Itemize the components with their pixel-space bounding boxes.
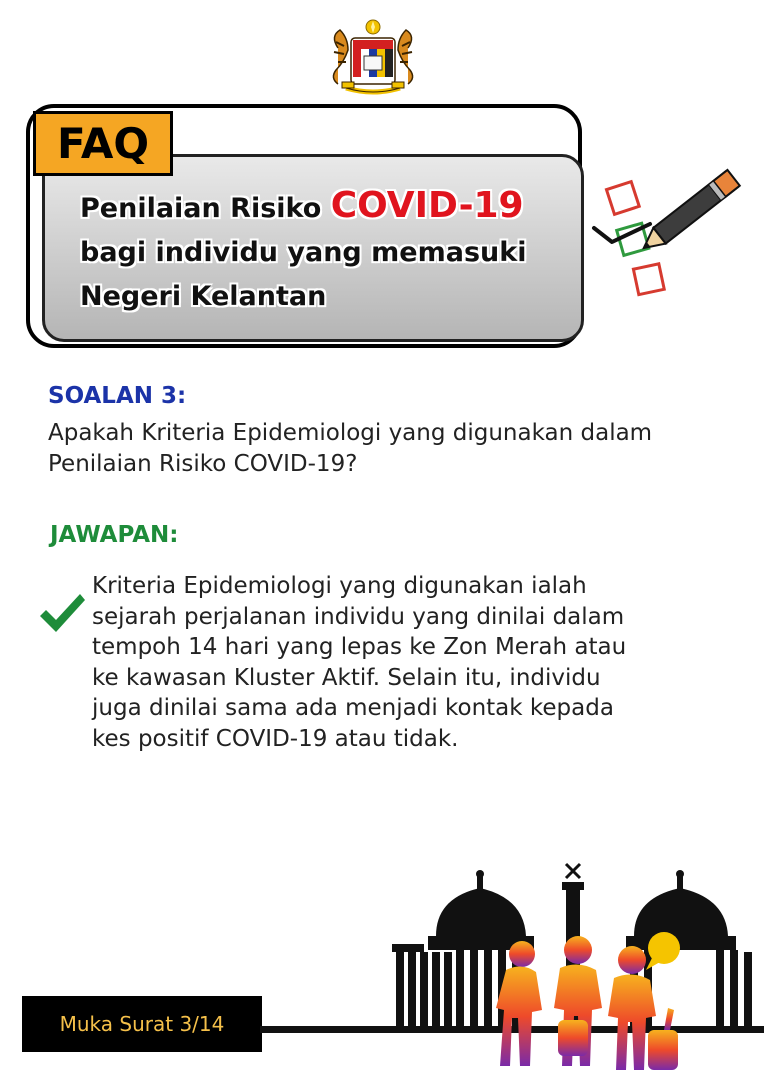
covid-highlight: COVID-19	[330, 185, 524, 226]
answer-line: Kriteria Epidemiologi yang digunakan ialah	[92, 573, 587, 599]
answer-line: ke kawasan Kluster Aktif. Selain itu, individu	[92, 664, 601, 691]
answer-line: juga dinilai sama ada menjadi kontak kepada	[92, 695, 614, 721]
faq-tag: FAQ	[33, 111, 173, 176]
page-number: Muka Surat 3/14	[22, 996, 262, 1052]
answer-line: kes positif COVID-19 atau tidak.	[92, 725, 459, 752]
coat-of-arms-logo	[318, 18, 428, 100]
title-prefix: Penilaian Risiko	[80, 193, 331, 224]
checkmark-icon	[38, 592, 86, 634]
answer-line: tempoh 14 hari yang lepas ke Zon Merah atau	[92, 634, 627, 660]
answer-text	[92, 571, 732, 754]
title-line-1	[80, 184, 580, 231]
question-text: Apakah Kriteria Epidemiologi yang digunakan dalam Penilaian Risiko COVID-19?	[48, 420, 653, 477]
answer-heading: JAWAPAN:	[50, 522, 179, 548]
page-title	[80, 184, 580, 319]
question-heading: SOALAN 3:	[48, 383, 187, 409]
answer-line: sejarah perjalanan individu yang dinilai dalam	[92, 603, 625, 630]
title-line-3: Negeri Kelantan	[80, 281, 327, 312]
checklist-pencil-icon	[590, 168, 750, 308]
mosque-travelers-illustration	[260, 860, 764, 1080]
title-line-2: bagi individu yang memasuki	[80, 237, 527, 268]
